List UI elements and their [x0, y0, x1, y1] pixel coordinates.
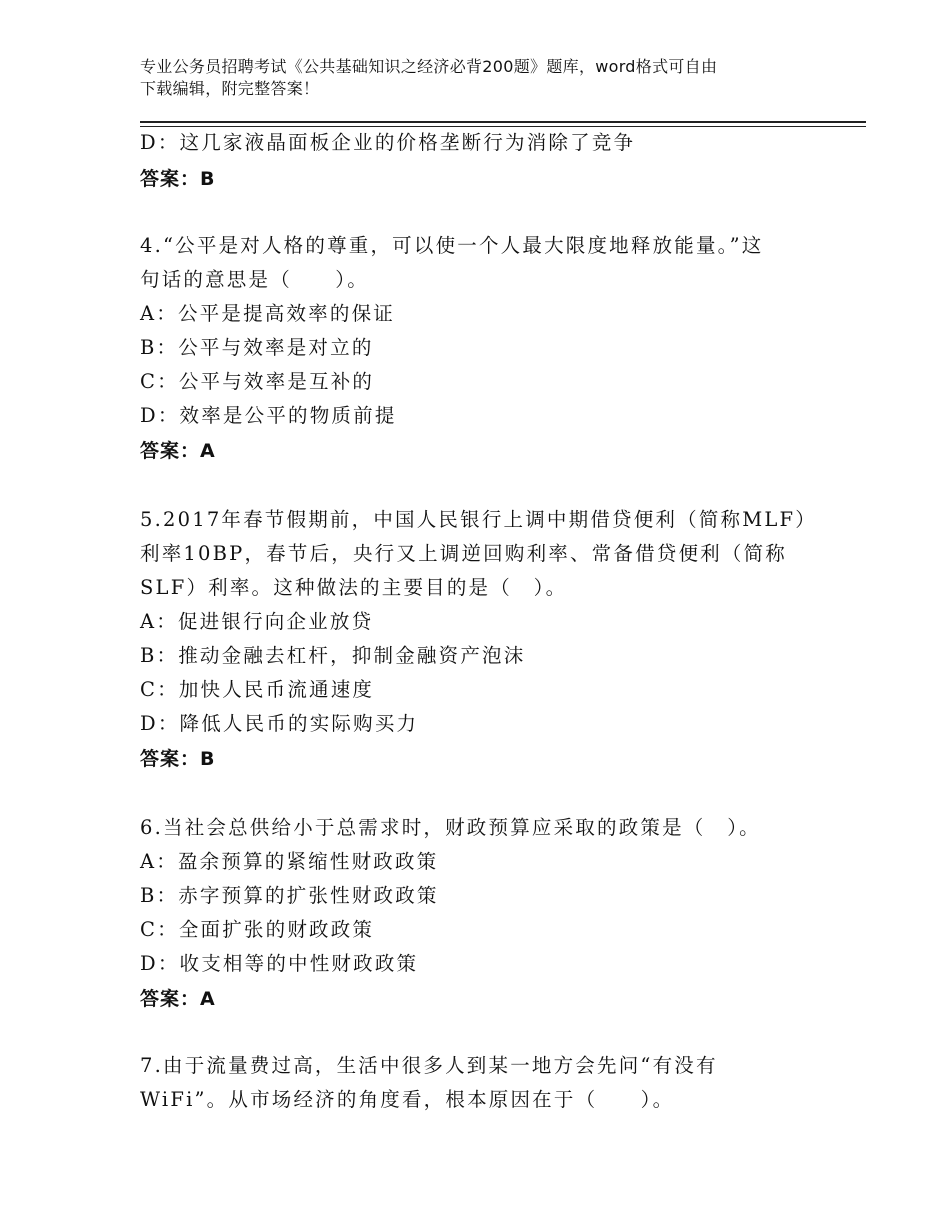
q6-stem-line-1: 6.当社会总供给小于总需求时，财政预算应采取的政策是（ ）。	[140, 816, 761, 839]
q4-option-c: C：公平与效率是互补的	[140, 370, 375, 393]
q4-option-a: A：公平是提高效率的保证	[140, 302, 395, 325]
q5-stem-line-3: SLF）利率。这种做法的主要目的是（ ）。	[140, 576, 568, 599]
q5-option-c: C：加快人民币流通速度	[140, 678, 375, 701]
q5-answer: 答案：B	[140, 748, 216, 770]
header-rule-thick	[140, 121, 866, 123]
q6-option-b: B：赤字预算的扩张性财政政策	[140, 884, 439, 907]
q6-option-c: C：全面扩张的财政政策	[140, 918, 375, 941]
q4-option-b: B：公平与效率是对立的	[140, 336, 374, 359]
header-rule-thin	[140, 126, 866, 127]
header-line-1: 专业公务员招聘考试《公共基础知识之经济必背200题》题库，word格式可自由	[140, 57, 718, 76]
q4-answer: 答案：A	[140, 440, 216, 462]
q7-stem-line-1: 7.由于流量费过高，生活中很多人到某一地方会先问“有没有	[140, 1054, 718, 1077]
q5-option-d: D：降低人民币的实际购买力	[140, 712, 419, 735]
q4-stem-line-2: 句话的意思是（ ）。	[140, 268, 369, 291]
q5-option-b: B：推动金融去杠杆，抑制金融资产泡沫	[140, 644, 526, 667]
q7-stem-line-2: WiFi”。从市场经济的角度看，根本原因在于（ ）。	[140, 1088, 675, 1111]
q6-answer: 答案：A	[140, 988, 216, 1010]
q5-option-a: A：促进银行向企业放贷	[140, 610, 374, 633]
q3-option-d: D：这几家液晶面板企业的价格垄断行为消除了竞争	[140, 131, 636, 154]
q5-stem-line-1: 5.2017年春节假期前，中国人民银行上调中期借贷便利（简称MLF）	[140, 508, 817, 531]
q6-option-d: D：收支相等的中性财政政策	[140, 952, 419, 975]
q4-option-d: D：效率是公平的物质前提	[140, 404, 397, 427]
q6-option-a: A：盈余预算的紧缩性财政政策	[140, 850, 439, 873]
q4-stem-line-1: 4.“公平是对人格的尊重，可以使一个人最大限度地释放能量。”这	[140, 234, 764, 257]
document-header	[140, 56, 820, 100]
q5-stem-line-2: 利率10BP，春节后，央行又上调逆回购利率、常备借贷便利（简称	[140, 542, 787, 565]
q3-answer: 答案：B	[140, 168, 216, 190]
header-line-2: 下载编辑，附完整答案！	[140, 79, 320, 98]
